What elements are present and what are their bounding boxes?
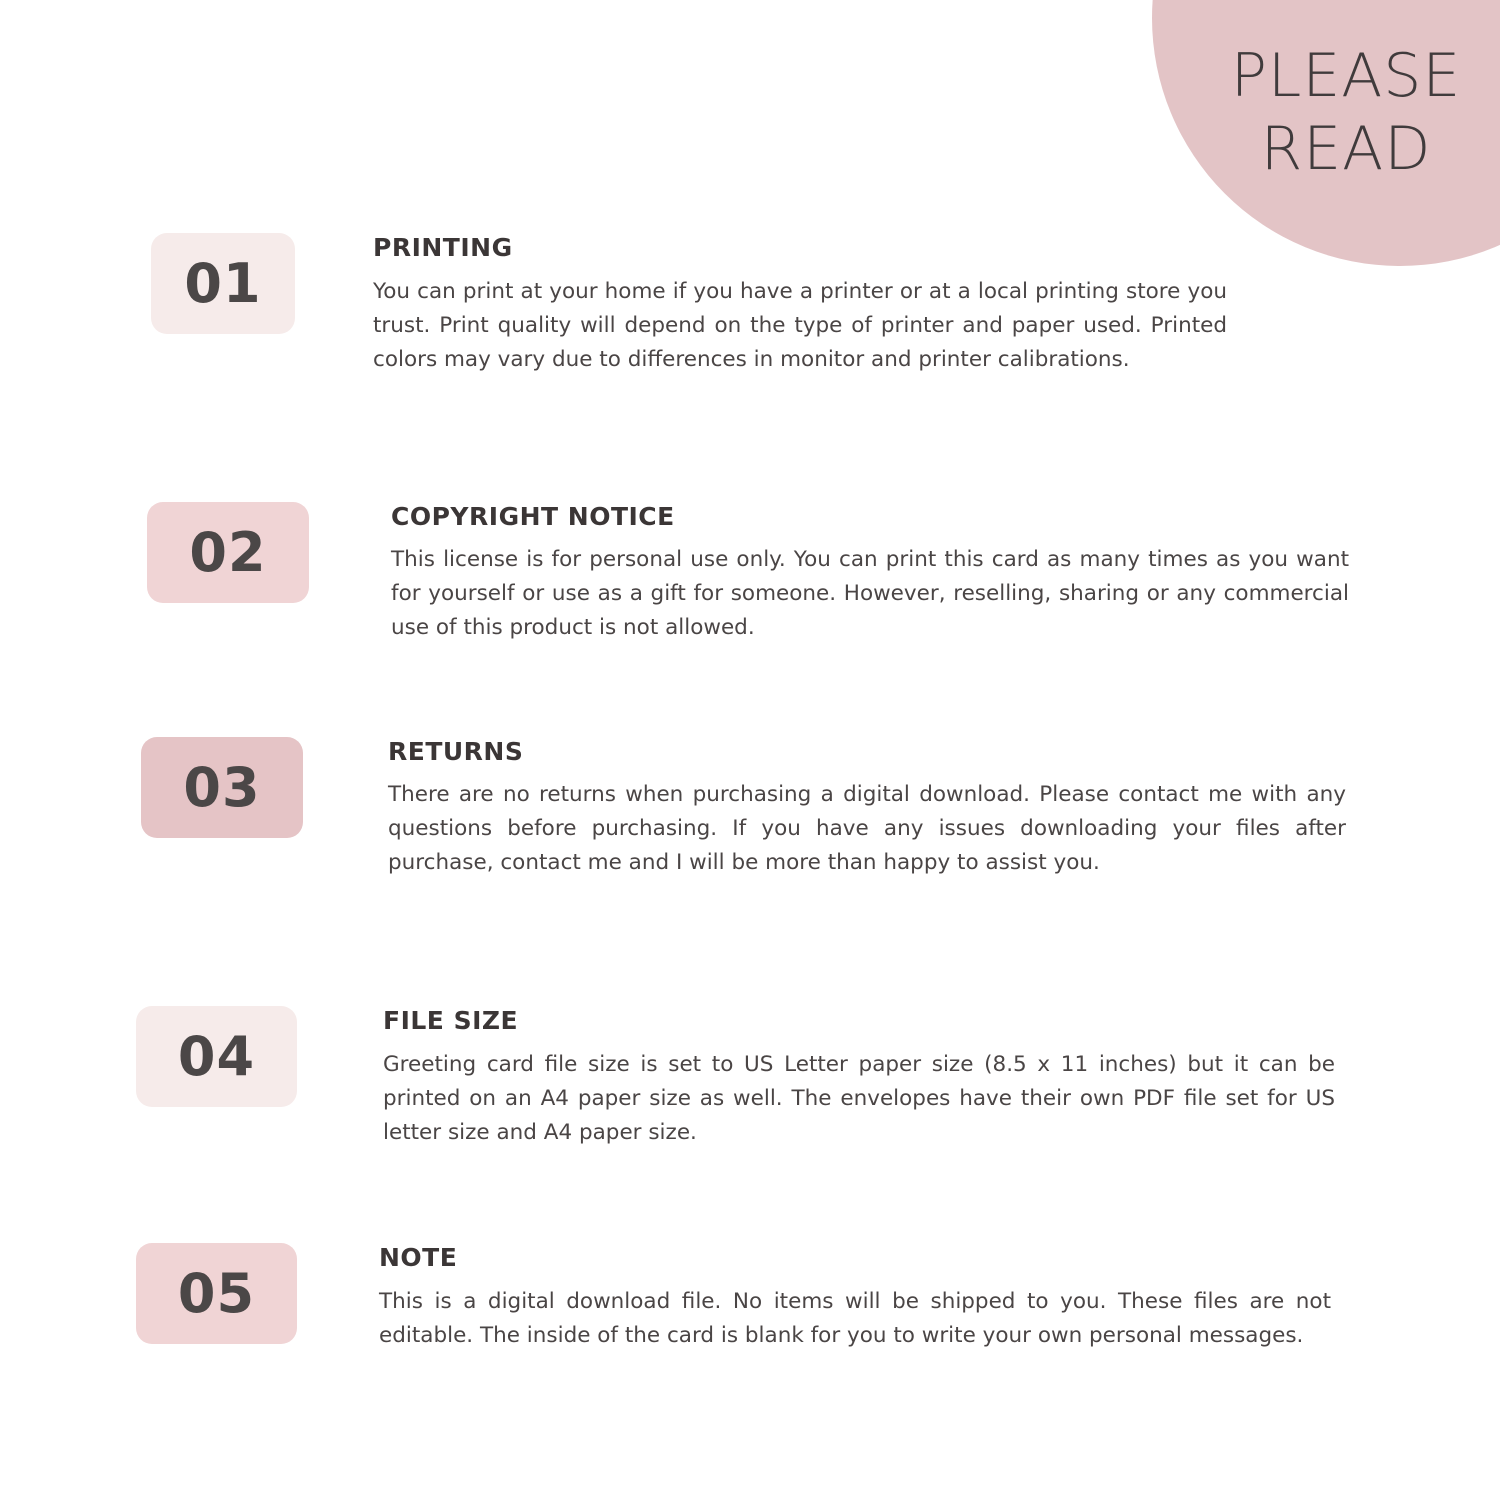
section-title-note: NOTE <box>379 1243 458 1272</box>
section-body-note: This is a digital download file. No items will be shipped to you. These files are not editable. The inside of the card is blank for you to write your own personal messages. <box>379 1289 1331 1348</box>
section-number-badge: 04 <box>136 1006 297 1107</box>
section-number-badge: 03 <box>141 737 303 838</box>
page-title-line2: READ <box>1260 114 1432 184</box>
section-body-returns: There are no returns when purchasing a digital download. Please contact me with any questions before purchasing. If you have any issues downloading your files after purchase, contact me and I will be more than happy to assist you. <box>388 782 1346 875</box>
page-title <box>1196 40 1496 186</box>
section-body-printing: You can print at your home if you have a printer or at a local printing store you trust. Print quality will depend on the type of printer and paper used. Printed colors may vary due to differences in monitor and printer calibrations. <box>373 279 1227 372</box>
section-title-file-size: FILE SIZE <box>383 1006 519 1035</box>
page-title-line1: PLEASE <box>1230 41 1462 111</box>
section-title-returns: RETURNS <box>388 737 524 766</box>
section-title-printing: PRINTING <box>373 233 513 262</box>
section-title-copyright-notice: COPYRIGHT NOTICE <box>391 502 675 531</box>
section-number-badge: 02 <box>147 502 309 603</box>
section-number-badge: 01 <box>151 233 295 334</box>
section-number-badge: 05 <box>136 1243 297 1344</box>
section-body-file-size: Greeting card file size is set to US Letter paper size (8.5 x 11 inches) but it can be printed on an A4 paper size as well. The envelopes have their own PDF file set for US letter size and A4 paper size. <box>383 1052 1335 1145</box>
section-body-copyright-notice: This license is for personal use only. You can print this card as many times as you want for yourself or use as a gift for someone. However, reselling, sharing or any commercial use of this product is not allowed. <box>391 547 1349 640</box>
